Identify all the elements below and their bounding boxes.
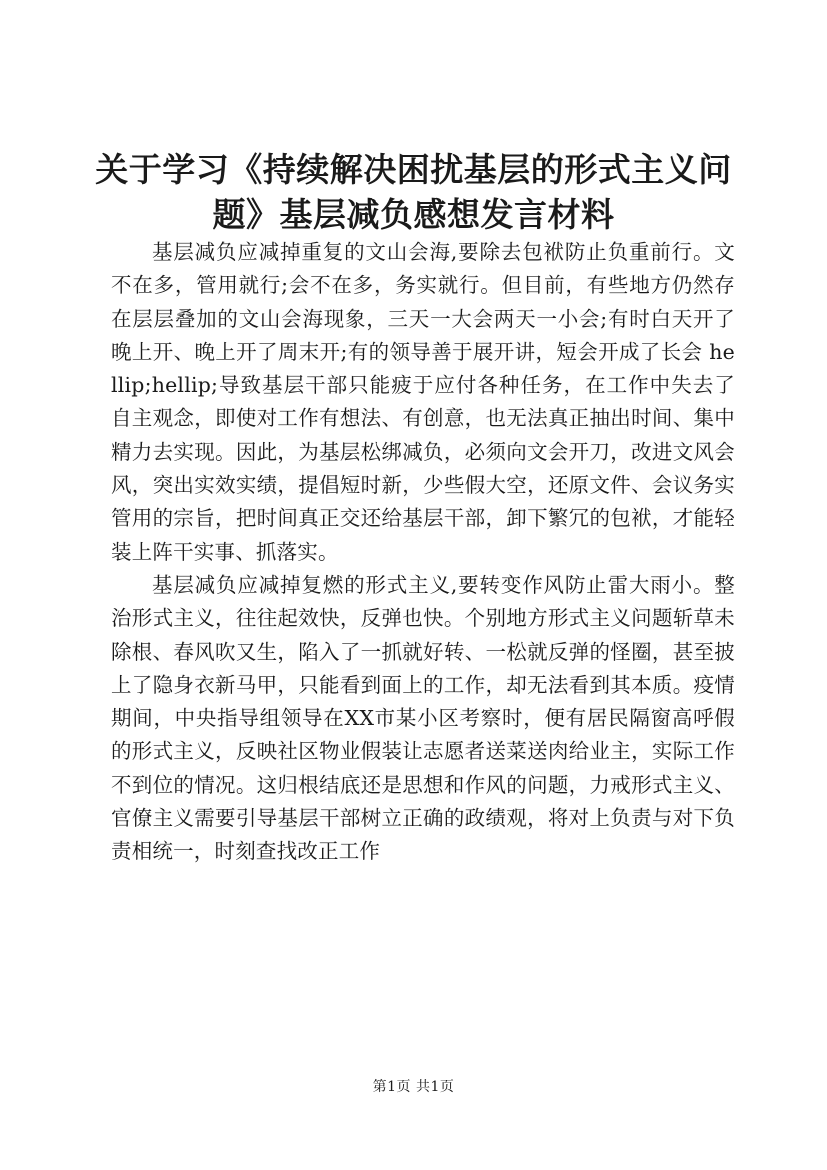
- paragraph-2: 基层减负应减掉复燃的形式主义,要转变作风防止雷大雨小。整治形式主义，往往起效快，反弹也快。个别地方形式主义问题斩草未除根、春风吹又生，陷入了一抓就好转、一松就反弹的怪圈，甚至披上了隐身衣新马甲，只能看到面上的工作，却无法看到其本质。疫情期间，中央指导组领导在XX市某小区考察时，便有居民隔窗高呼假的形式主义，反映社区物业假装让志愿者送菜送肉给业主，实际工作不到位的情况。这归根结底还是思想和作风的问题，力戒形式主义、官僚主义需要引导基层干部树立正确的政绩观，将对上负责与对下负责相统一，时刻查找改正工作: [111, 572, 735, 864]
- document-title: 关于学习《持续解决困扰基层的形式主义问题》基层减负感想发言材料: [95, 150, 732, 234]
- page-footer: 第1页 共1页: [372, 1079, 455, 1095]
- document-body: [111, 236, 735, 869]
- paragraph-1: 基层减负应减掉重复的文山会海,要除去包袱防止负重前行。文不在多，管用就行;会不在多，务实就行。但目前，有些地方仍然存在层层叠加的文山会海现象，三天一大会两天一小会;有时白天开了晚上开、晚上开了周末开;有的领导善于展开讲，短会开成了长会 hellip;hellip;导致基层干部只能疲于应付各种任务，在工作中失去了自主观念，即使对工作有想法、有创意，也无法真正抽出时间、集中精力去实现。因此，为基层松绑减负，必须向文会开刀，改进文风会风，突出实效实绩，提倡短时新，少些假大空，还原文件、会议务实管用的宗旨，把时间真正交还给基层干部，卸下繁冗的包袱，才能轻装上阵干实事、抓落实。: [111, 240, 735, 564]
